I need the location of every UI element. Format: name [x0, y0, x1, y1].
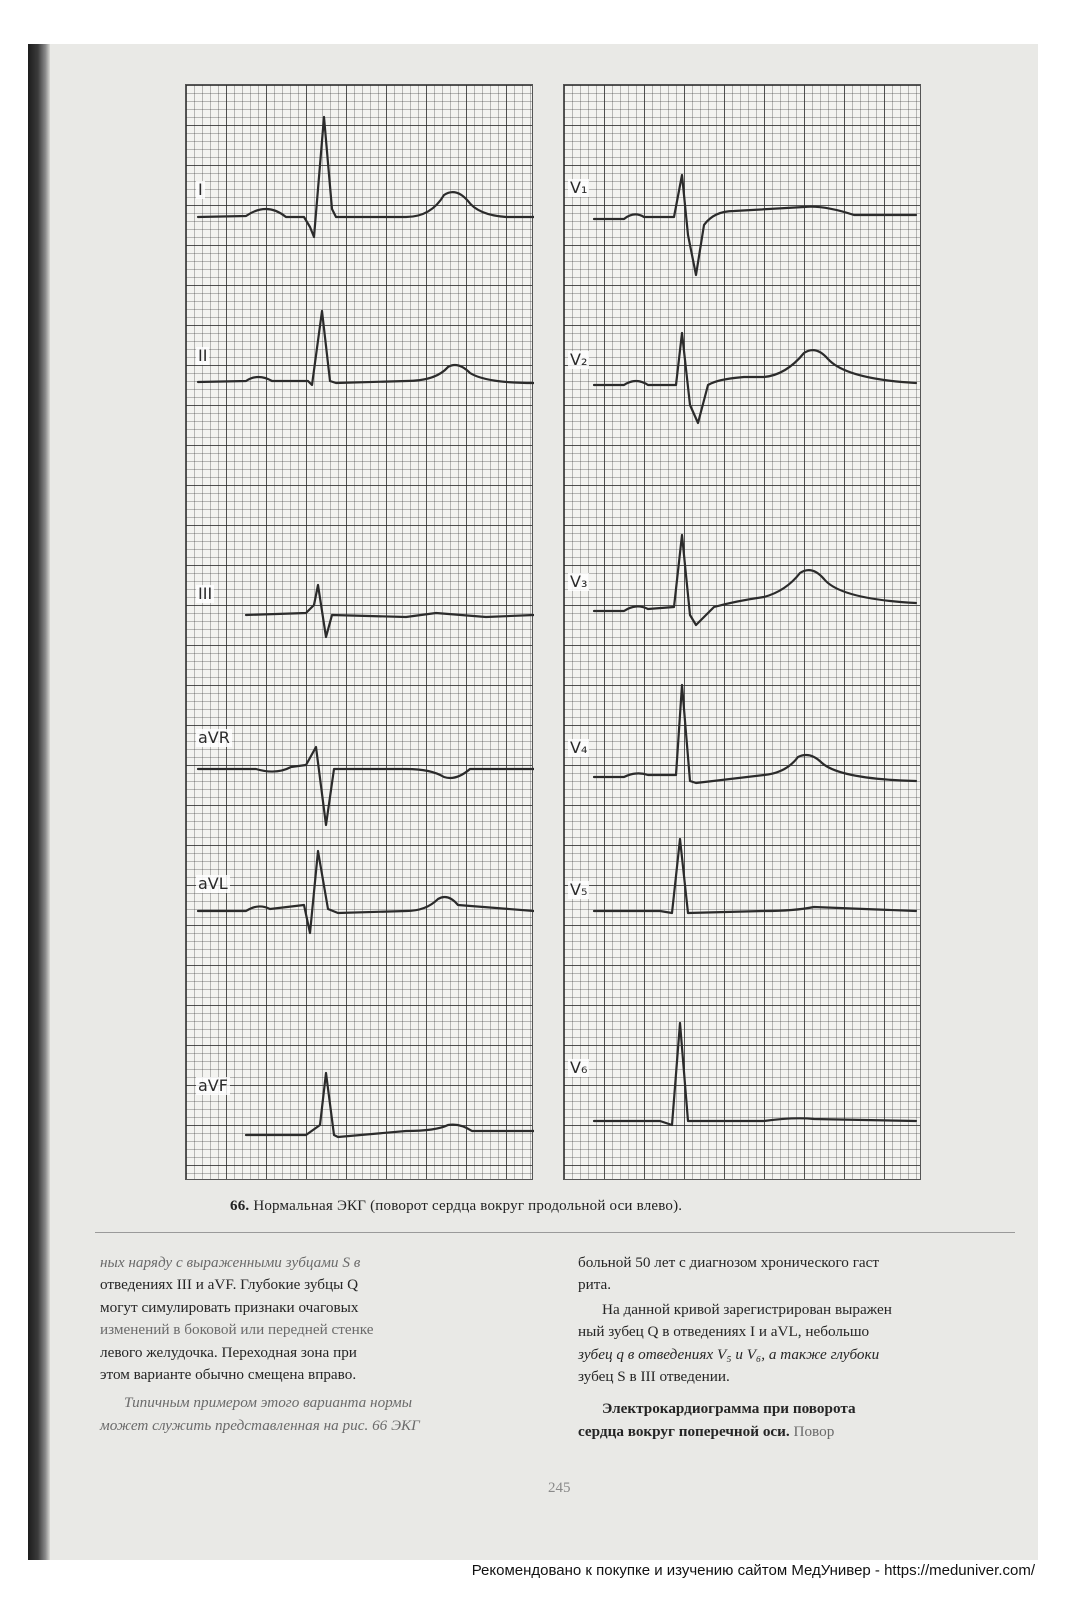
- lead-label-v4: V₄: [570, 738, 588, 757]
- section-divider: [95, 1232, 1015, 1233]
- lead-label-avl: aVL: [198, 874, 228, 893]
- section-heading-cont: сердца вокруг поперечной оси.: [578, 1422, 790, 1440]
- trace-lead-v2: [594, 333, 916, 423]
- lead-label-iii: III: [198, 584, 213, 603]
- body-text-left-column: [100, 1252, 544, 1437]
- trace-lead-avf: [246, 1073, 534, 1137]
- text-line: ных наряду с выраженными зубцами S в: [100, 1254, 361, 1271]
- trace-lead-v3: [594, 535, 916, 625]
- lead-label-v1: V₁: [570, 178, 588, 197]
- page-number: 245: [548, 1480, 571, 1496]
- text-line: ный зубец Q в отведениях I и aVL, небольшо: [578, 1323, 870, 1341]
- body-text-right-column: [578, 1252, 1014, 1443]
- lead-label-avr: aVR: [198, 728, 230, 747]
- watermark: Рекомендовано к покупке и изучению сайтом МедУнивер - https://meduniver.com/: [471, 1562, 1035, 1579]
- trace-lead-v4: [594, 685, 916, 783]
- text-line: На данной кривой зарегистрирован выражен: [602, 1300, 892, 1318]
- text-line: зубец q в отведениях V₅ и V₆, а также глубоки: [578, 1345, 880, 1363]
- lead-label-v6: V₆: [570, 1058, 588, 1077]
- text-line: зубец S в III отведении.: [578, 1368, 730, 1386]
- lead-label-v3: V₃: [570, 572, 588, 591]
- text-line: Повор: [789, 1422, 835, 1440]
- text-line: может служить представленная на рис. 66 ЭКГ: [100, 1416, 420, 1434]
- text-line: рита.: [578, 1276, 612, 1294]
- lead-label-v2: V₂: [570, 350, 588, 369]
- text-line: отведениях III и aVF. Глубокие зубцы Q: [100, 1276, 359, 1294]
- lead-label-i: I: [198, 180, 203, 199]
- trace-lead-avr: [198, 747, 534, 825]
- ecg-strip-chest-leads: [563, 84, 921, 1180]
- ecg-traces-limb: [186, 85, 534, 1181]
- trace-lead-v5: [594, 839, 916, 913]
- text-line: изменений в боковой или передней стенке: [100, 1321, 374, 1339]
- lead-label-ii: II: [198, 346, 208, 365]
- figure-caption-text: Нормальная ЭКГ (поворот сердца вокруг продольной оси влево).: [253, 1198, 683, 1214]
- text-line: этом варианте обычно смещена вправо.: [100, 1366, 357, 1384]
- ecg-strip-limb-leads: [185, 84, 533, 1180]
- lead-label-avf: aVF: [198, 1076, 228, 1095]
- trace-lead-v1: [594, 175, 916, 275]
- trace-lead-iii: [246, 585, 534, 637]
- text-line: могут симулировать признаки очаговых: [100, 1298, 359, 1316]
- text-line: левого желудочка. Переходная зона при: [100, 1343, 357, 1361]
- lead-label-v5: V₅: [570, 880, 588, 899]
- text-line: Типичным примером этого варианта нормы: [124, 1394, 412, 1412]
- figure-number: 66.: [230, 1198, 250, 1214]
- trace-lead-avl: [198, 851, 534, 933]
- trace-lead-v6: [594, 1023, 916, 1125]
- book-spine-shadow: [28, 44, 50, 1560]
- figure-caption: [230, 1198, 930, 1215]
- trace-lead-i: [198, 117, 534, 237]
- ecg-traces-chest: [564, 85, 922, 1181]
- trace-lead-ii: [198, 311, 534, 385]
- section-heading: Электрокардиограмма при поворота: [602, 1400, 856, 1418]
- text-line: больной 50 лет с диагнозом хронического гаст: [578, 1254, 880, 1271]
